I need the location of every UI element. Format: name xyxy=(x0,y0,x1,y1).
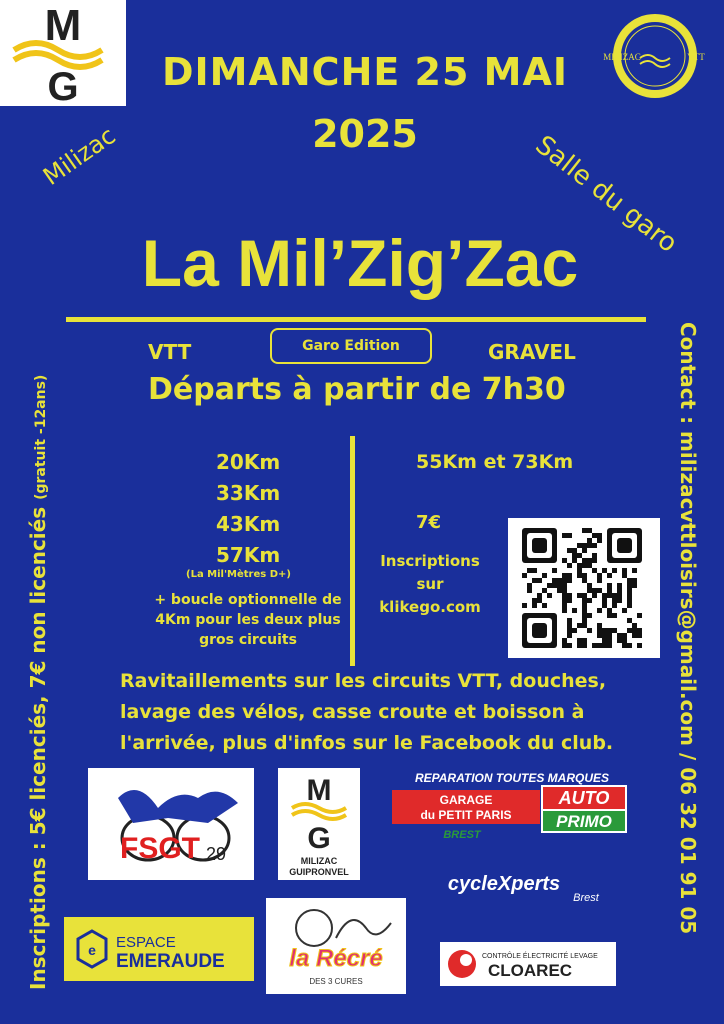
svg-text:G: G xyxy=(47,65,79,106)
departure-time: Départs à partir de 7h30 xyxy=(148,372,566,407)
vtt-distance: 33Km xyxy=(216,481,281,505)
vtt-distance-note: (La Mil'Mètres D+) xyxy=(186,569,291,580)
sponsor-fsgt-logo xyxy=(88,768,254,880)
vtt-distance: 43Km xyxy=(216,512,281,536)
garage-tagline: REPARATION TOUTES MARQUES xyxy=(414,771,610,785)
event-date: DIMANCHE 25 MAI xyxy=(161,50,569,94)
garage-name-2: du PETIT PARIS xyxy=(420,808,512,822)
gravel-distances: 55Km et 73Km xyxy=(416,451,574,473)
garage-brand-2: PRIMO xyxy=(556,812,612,831)
cloarec-tagline: CONTRÔLE ÉLECTRICITÉ LEVAGE xyxy=(482,953,598,960)
sponsor-mg-logo xyxy=(278,768,360,880)
info-paragraph: Ravitaillements sur les circuits VTT, douches, lavage des vélos, casse croute et boisson à l'arrivée, plus d'infos sur le Facebook du club. xyxy=(120,670,614,754)
sponsor-espace-emeraude-logo xyxy=(64,917,254,981)
fsgt-text: FSGT xyxy=(120,832,200,865)
event-title: La Mil’Zig’Zac xyxy=(141,226,579,300)
registration-text: Inscriptions : 5€ licenciés, 7€ non licenciés xyxy=(26,506,50,990)
vtt-label: VTT xyxy=(148,340,192,364)
milizac-guipronvel-logo xyxy=(0,0,126,106)
sponsor-cycleexperts-logo xyxy=(404,870,610,902)
optional-loop-text: + boucle optionnelle de 4Km pour les deux plus gros circuits xyxy=(154,592,342,648)
svg-text:G: G xyxy=(307,822,331,855)
recre-text: la Récré xyxy=(289,945,383,972)
sponsor-garage-logo xyxy=(392,768,632,840)
svg-text:M: M xyxy=(44,1,82,50)
garage-name-1: GARAGE xyxy=(439,793,493,807)
title-underline xyxy=(66,317,646,322)
club-logo-right-text: VTT xyxy=(687,52,705,62)
mg-sponsor-line2: GUIPRONVEL xyxy=(289,867,349,877)
town-label: Milizac xyxy=(38,121,121,191)
registration-note: (gratuit -12ans) xyxy=(33,374,49,500)
cycleexperts-text: cycleXperts xyxy=(447,873,561,895)
emeraude-line2: EMERAUDE xyxy=(116,951,225,972)
mg-sponsor-line1: MILIZAC xyxy=(300,856,338,866)
cloarec-text: CLOAREC xyxy=(488,961,573,980)
garage-brand-1: AUTO xyxy=(558,788,610,808)
sponsor-la-recre-logo xyxy=(266,898,406,994)
svg-text:M: M xyxy=(306,774,332,807)
signup-text: Inscriptions sur klikego.com xyxy=(379,552,481,616)
edition-badge: Garo Edition xyxy=(270,328,432,364)
vtt-distance: 20Km xyxy=(216,450,281,474)
venue-label: Salle du garo xyxy=(529,130,683,259)
fsgt-number: 29 xyxy=(205,844,227,864)
svg-text:e: e xyxy=(88,942,96,958)
gravel-label: GRAVEL xyxy=(488,340,576,364)
garage-city: BREST xyxy=(443,829,481,840)
emeraude-line1: ESPACE xyxy=(116,934,176,951)
recre-sub: DES 3 CURES xyxy=(309,977,363,986)
qr-code[interactable] xyxy=(508,518,660,658)
registration-sidebar xyxy=(26,375,50,990)
club-gear-logo xyxy=(592,10,718,102)
cycleexperts-city: Brest xyxy=(573,892,599,902)
column-divider xyxy=(350,436,355,666)
gravel-price: 7€ xyxy=(416,512,442,533)
event-year: 2025 xyxy=(312,112,418,156)
contact-sidebar: Contact : milizacvttloisirs@gmail.com / 06 32 01 91 05 xyxy=(676,322,700,935)
sponsor-cloarec-logo xyxy=(440,942,616,986)
vtt-distance: 57Km xyxy=(216,543,281,567)
club-logo-left-text: MILIZAC xyxy=(603,52,641,62)
